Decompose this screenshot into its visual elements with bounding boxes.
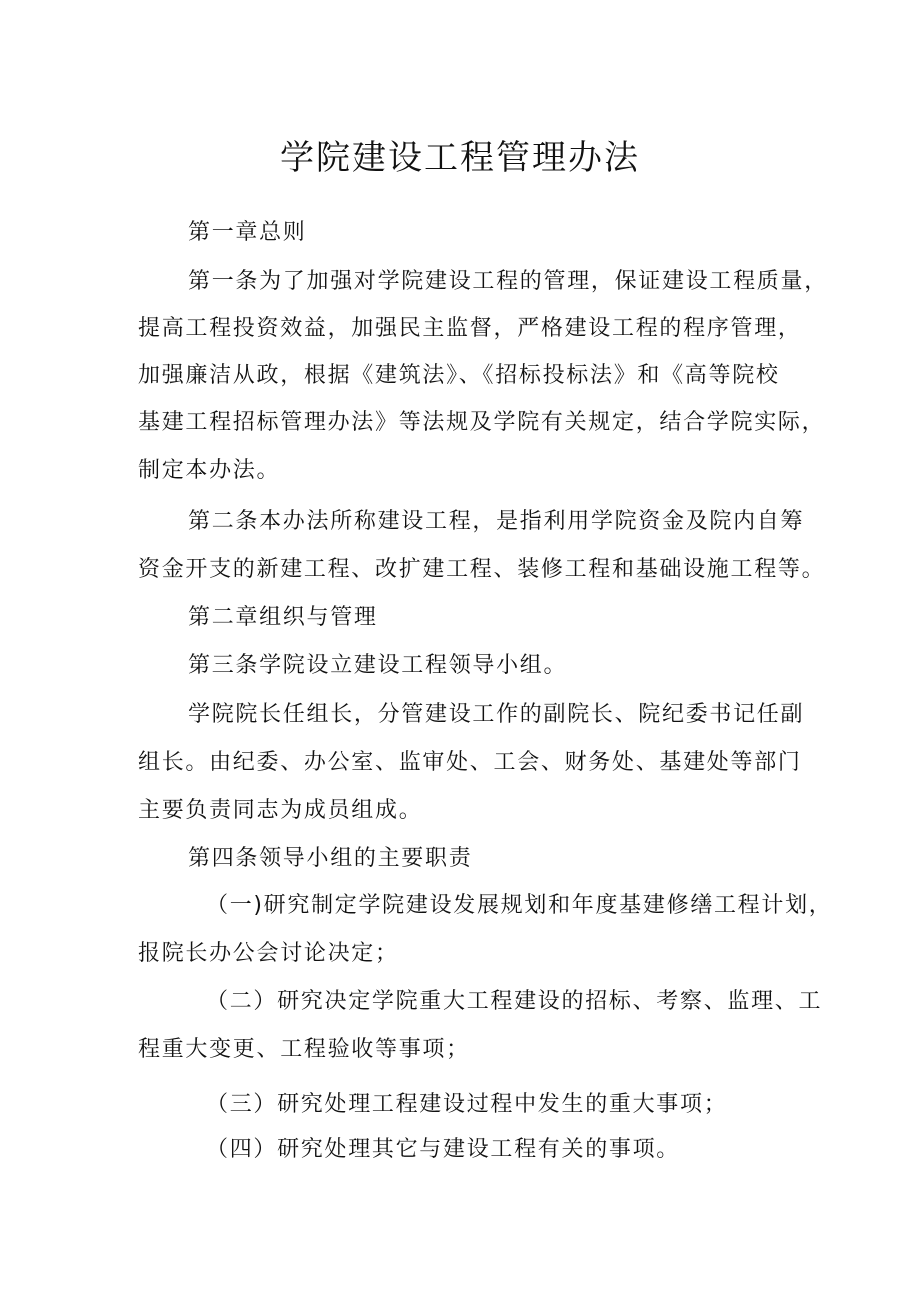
list-item: （四）研究处理其它与建设工程有关的事项。	[206, 1137, 681, 1162]
list-item: （三）研究处理工程建设过程中发生的重大事项；	[206, 1092, 728, 1117]
paragraph-line: 第四条领导小组的主要职责	[188, 846, 473, 871]
chapter-heading: 第二章组织与管理	[188, 605, 378, 630]
paragraph-line: 主要负责同志为成员组成。	[138, 798, 423, 823]
paragraph-line: 制定本办法。	[138, 458, 281, 483]
list-item: （一)研究制定学院建设发展规划和年度基建修缮工程计划，	[206, 893, 833, 918]
list-item-continuation: 程重大变更、工程验收等事项；	[138, 1037, 470, 1062]
list-item-continuation: 报院长办公会讨论决定；	[138, 941, 399, 966]
chapter-heading: 第一章总则	[188, 220, 307, 245]
paragraph-line: 学院院长任组长，分管建设工作的副院长、院纪委书记任副	[188, 702, 805, 727]
paragraph-line: 组长。由纪委、办公室、监审处、工会、财务处、基建处等部门	[138, 750, 802, 775]
paragraph-line: 第一条为了加强对学院建设工程的管理，保证建设工程质量，	[188, 269, 828, 294]
paragraph-line: 基建工程招标管理办法》等法规及学院有关规定，结合学院实际，	[138, 410, 826, 435]
paragraph-line: 提高工程投资效益，加强民主监督，严格建设工程的程序管理，	[138, 316, 802, 341]
list-item: （二）研究决定学院重大工程建设的招标、考察、监理、工	[206, 989, 823, 1014]
paragraph-line: 第二条本办法所称建设工程，是指利用学院资金及院内自筹	[188, 509, 805, 534]
document-title: 学院建设工程管理办法	[280, 138, 640, 178]
paragraph-line: 加强廉洁从政，根据《建筑法》、《招标投标法》和《高等院校	[138, 363, 780, 388]
paragraph-line: 资金开支的新建工程、改扩建工程、装修工程和基础设施工程等。	[138, 557, 826, 582]
paragraph-line: 第三条学院设立建设工程领导小组。	[188, 653, 568, 678]
